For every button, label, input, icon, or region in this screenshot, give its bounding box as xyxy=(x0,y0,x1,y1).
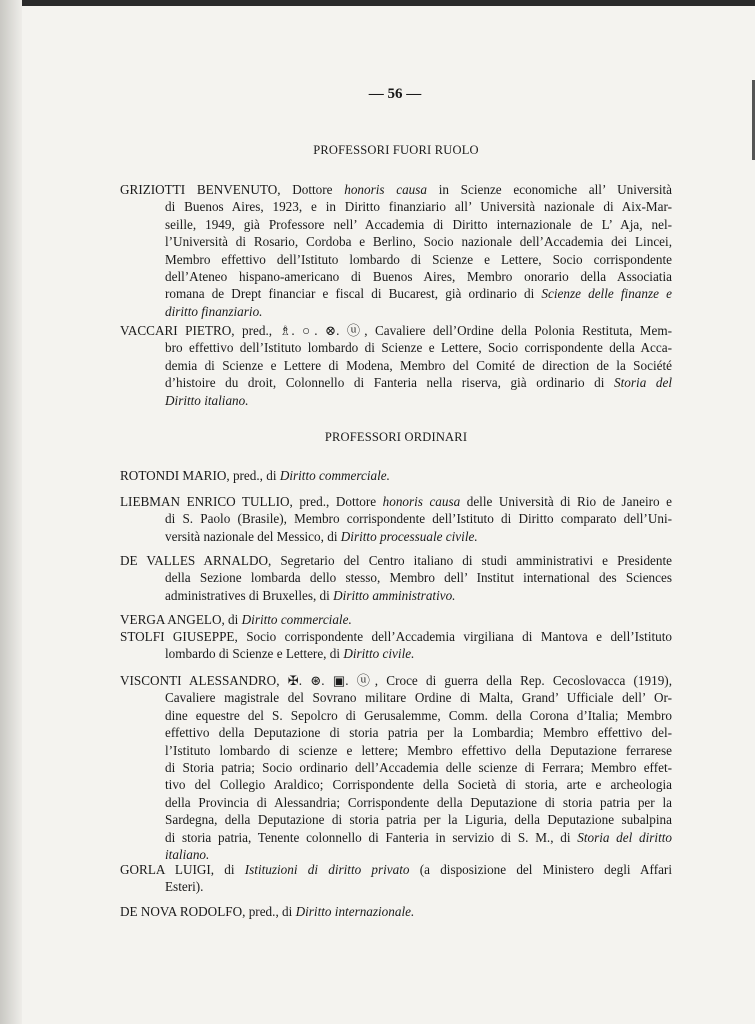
entry-line xyxy=(120,303,672,320)
entry-line xyxy=(120,510,672,527)
entry xyxy=(120,181,672,320)
text: VERGA ANGELO, di xyxy=(120,612,242,627)
text: administratives di Bruxelles, di xyxy=(165,587,334,603)
text: Membro effettivo dell’Istituto lombardo di Scienze e Lettere, Socio corrispondente xyxy=(165,251,672,267)
entry-line xyxy=(120,861,672,878)
italic-text: Diritto internazionale. xyxy=(295,904,415,919)
text: VISCONTI ALESSANDRO, ✠. ⊛. ▣. ⓤ, Croce di guerra della Rep. Cecoslovacca (1919), xyxy=(120,673,672,688)
text: dell’Ateneo hispano-americano di Buenos Aires, Membro onorario della Associatia xyxy=(165,269,672,285)
text: GORLA LUIGI, di xyxy=(120,862,245,877)
entry-line xyxy=(120,776,672,793)
entry-line xyxy=(120,569,672,586)
text: in Scienze economiche all’ Università xyxy=(427,182,673,197)
entry xyxy=(120,861,672,896)
section-heading-ordinari: PROFESSORI ORDINARI xyxy=(324,430,468,444)
italic-text: Diritto commerciale. xyxy=(279,468,390,483)
italic-text: Diritto commerciale. xyxy=(241,612,352,627)
text: bro effettivo dell’Istituto lombardo di Scienze e Lettere, Socio corrispondente della Acca- xyxy=(165,340,672,356)
entry xyxy=(120,672,672,863)
entry xyxy=(120,611,672,628)
text: demia di Scienze e Lettere di Modena, Membro del Comité de direction de la Société xyxy=(165,357,672,373)
entry-line xyxy=(120,339,672,356)
entry xyxy=(120,322,672,409)
text: di S. Paolo (Brasile), Membro corrispondente dell’Istituto di Diritto comparato dell’Uni- xyxy=(165,511,672,527)
text: GRIZIOTTI BENVENUTO, Dottore xyxy=(120,182,345,197)
entry-line xyxy=(120,811,672,828)
text: della Provincia di Alessandria; Corrispondente della Deputazione di storia patria per la xyxy=(165,794,672,810)
text: Cavaliere magistrale del Sovrano militare Ordine di Malta, Grand’ Ufficiale dell’ Or- xyxy=(165,690,672,706)
italic-text: honoris causa xyxy=(344,182,427,197)
text: l’Università di Rosario, Cordoba e Berlino, Socio nazionale dell’Accademia dei Lincei, xyxy=(165,234,672,250)
page-number: — 56 — xyxy=(368,86,422,102)
text: d’histoire du droit, Colonnello di Fanteria nella riserva, già ordinario di xyxy=(165,375,615,391)
entry-line xyxy=(120,672,672,689)
entry-line xyxy=(120,528,672,545)
entry-line xyxy=(120,611,672,628)
scan-top-edge xyxy=(0,0,755,6)
entry xyxy=(120,467,672,484)
entry xyxy=(120,903,672,920)
entry-line xyxy=(120,285,672,302)
entry-line xyxy=(120,467,672,484)
entry-line xyxy=(120,645,672,662)
scan-binding-edge xyxy=(0,0,22,1024)
entry-line xyxy=(120,357,672,374)
italic-text: italiano. xyxy=(165,847,210,863)
text: di Buenos Aires, 1923, e in Diritto finanziario all’ Università nazionale di Aix-Mar- xyxy=(165,199,672,215)
text: VACCARI PIETRO, pred., ♗. ○. ⊗. ⓤ, Cavaliere dell’Ordine della Polonia Restituta, Mem- xyxy=(120,323,672,338)
entry-line xyxy=(120,759,672,776)
entry-line xyxy=(120,689,672,706)
text: seille, 1949, già Professore nell’ Accademia di Diritto internazionale de L’ Aja, nel- xyxy=(165,216,672,232)
text: DE NOVA RODOLFO, pred., di xyxy=(120,904,296,919)
entry-line xyxy=(120,233,672,250)
entry-line xyxy=(120,628,672,645)
text: (a disposizione del Ministero degli Affari xyxy=(409,862,672,877)
entry-line xyxy=(120,903,672,920)
text: delle Università di Rio de Janeiro e xyxy=(460,494,672,509)
text: dine equestre del S. Sepolcro di Gerusalemme, Comm. della Corona d’Italia; Membro xyxy=(165,707,672,723)
entry-line xyxy=(120,198,672,215)
entry-line xyxy=(120,392,672,409)
entry-line xyxy=(120,216,672,233)
entry-line xyxy=(120,493,672,510)
entry xyxy=(120,628,672,663)
text: LIEBMAN ENRICO TULLIO, pred., Dottore xyxy=(120,494,383,509)
italic-text: Storia del diritto xyxy=(577,829,672,845)
italic-text: honoris causa xyxy=(382,494,461,509)
text: versità nazionale del Messico, di xyxy=(165,528,341,544)
text: l’Istituto lombardo di scienze e lettere; Membro effettivo della Deputazione ferrarese xyxy=(165,742,672,758)
entry-line xyxy=(120,552,672,569)
entry-line xyxy=(120,742,672,759)
italic-text: Diritto amministrativo. xyxy=(333,587,456,603)
text: ROTONDI MARIO, pred., di xyxy=(120,468,280,483)
text: lombardo di Scienze e Lettere, di xyxy=(165,646,344,662)
section-heading-fuori-ruolo: PROFESSORI FUORI RUOLO xyxy=(313,143,479,157)
entry-line xyxy=(120,794,672,811)
entry-line xyxy=(120,707,672,724)
text: tivo del Collegio Araldico; Corrispondente della Società di storia, arte e archeologia xyxy=(165,777,672,793)
entry-line xyxy=(120,724,672,741)
text: DE VALLES ARNALDO, Segretario del Centro italiano di studi amministrativi e Presidente xyxy=(120,553,672,568)
italic-text: Storia del xyxy=(614,375,672,391)
text: Esteri). xyxy=(165,879,204,895)
italic-text: Diritto processuale civile. xyxy=(340,528,478,544)
text: romana de Drept financiar e fiscal di Bucarest, già ordinario di xyxy=(165,286,542,302)
text: di Storia patria; Socio ordinario dell’Accademia delle scienze di Ferrara; Membro effet- xyxy=(165,760,672,776)
entry-line xyxy=(120,251,672,268)
italic-text: Scienze delle finanze e xyxy=(541,286,672,302)
italic-text: diritto finanziario. xyxy=(165,303,263,319)
text: della Sezione lombarda dello stesso, Membro dell’ Institut international des Sciences xyxy=(165,570,672,586)
entry-line xyxy=(120,322,672,339)
text: STOLFI GIUSEPPE, Socio corrispondente dell’Accademia virgiliana di Mantova e dell’Istituto xyxy=(120,629,672,644)
text: di storia patria, Tenente colonnello di Fanteria in servizio di S. M., di xyxy=(165,829,578,845)
entry-line xyxy=(120,878,672,895)
entry-line xyxy=(120,268,672,285)
entry-line xyxy=(120,829,672,846)
entry-line xyxy=(120,587,672,604)
entry xyxy=(120,552,672,604)
text: Sardegna, della Deputazione di storia patria per la Liguria, della Deputazione subalpina xyxy=(165,812,672,828)
entry xyxy=(120,493,672,545)
italic-text: Diritto civile. xyxy=(343,646,415,662)
entry-line xyxy=(120,181,672,198)
entry-line xyxy=(120,374,672,391)
italic-text: Diritto italiano. xyxy=(165,392,249,408)
text: effettivo della Deputazione di storia patria per la Lombardia; Membro effettivo del- xyxy=(165,725,672,741)
italic-text: Istituzioni di diritto privato xyxy=(244,862,410,877)
